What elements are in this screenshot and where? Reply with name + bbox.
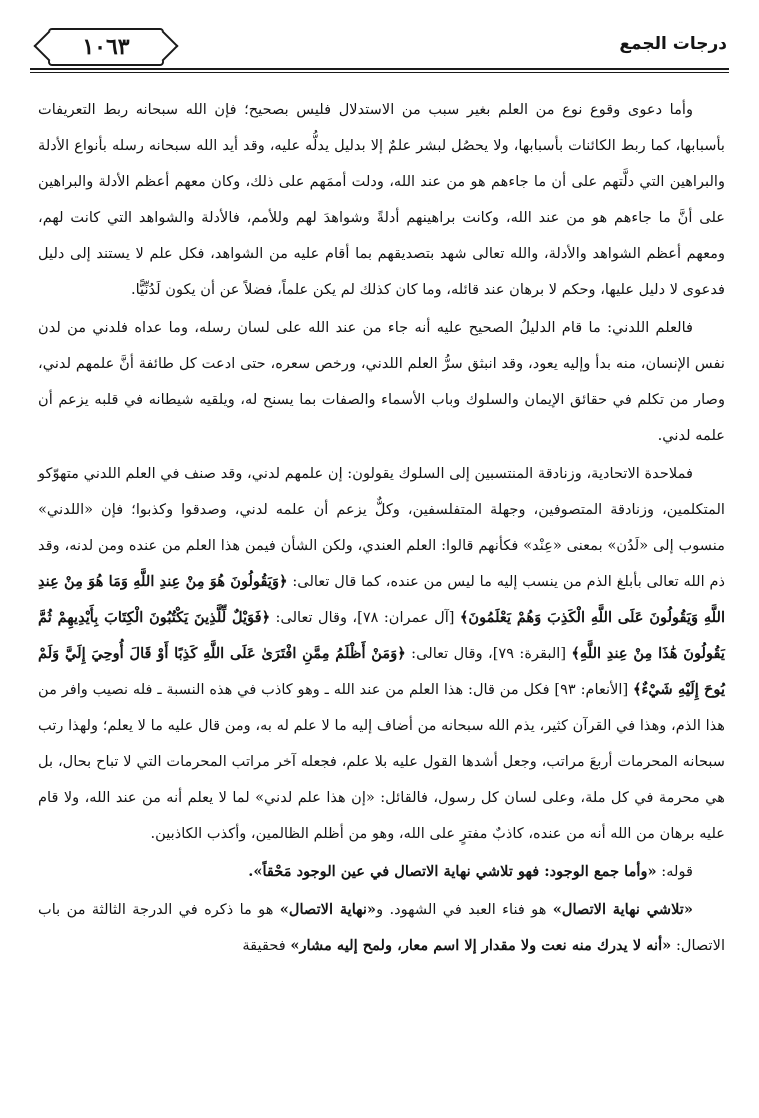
page-number: ١٠٦٣ bbox=[82, 34, 130, 60]
paragraph-5 bbox=[38, 892, 725, 964]
quran-verse-3: ﴿وَمَنْ أَظْلَمُ مِمَّنِ افْتَرَىٰ عَلَى اللَّهِ كَذِبًا أَوْ قَالَ أُوحِيَ إِلَيَّ وَلَمْ يُوحَ إِلَيْهِ شَيْءٌ﴾ bbox=[38, 645, 726, 698]
page-header bbox=[30, 22, 729, 74]
paragraph-5-text-3: فحقيقة bbox=[242, 937, 286, 954]
header-rule-thick bbox=[30, 68, 729, 70]
quran-verse-2: ﴿فَوَيْلٌ لِّلَّذِينَ يَكْتُبُونَ الْكِتَابَ بِأَيْدِيهِمْ ثُمَّ يَقُولُونَ هَٰذَا مِنْ عِندِ اللَّهِ﴾ bbox=[38, 609, 725, 662]
quote-term-2: «نهاية الاتصال» bbox=[279, 901, 377, 918]
verse-ref-2: [البقرة: ٧٩]، وقال تعالى: bbox=[411, 645, 567, 662]
running-title: درجات الجمع bbox=[619, 34, 727, 54]
page-number-frame bbox=[48, 28, 164, 66]
paragraph-5-text-2: هو ما ذكره في الدرجة الثالثة من باب الاتصال: bbox=[38, 901, 725, 954]
paragraph-2: فالعلم اللدني: ما قام الدليلُ الصحيح عليه أنه جاء من عند الله على لسان رسله، وما عداه فلدني من لدن نفس الإنسان، منه بدأ وإليه يعود، وقد انبثق سرُّ العلم اللدني، ورخص سعره، حتى ادعت كل طائفة أنَّ علمهم لدني، وصار من تكلم في حقائق الإيمان والسلوك وباب الأسماء والصفات بما يسنح له، ويلقيه شيطانه في قلبه يزعم أن علمه لدني. bbox=[38, 319, 725, 444]
quran-verse-1: ﴿وَيَقُولُونَ هُوَ مِنْ عِندِ اللَّهِ وَمَا هُوَ مِنْ عِندِ اللَّهِ وَيَقُولُونَ عَلَى اللَّهِ الْكَذِبَ وَهُمْ يَعْلَمُونَ﴾ bbox=[38, 573, 726, 626]
paragraph-3 bbox=[38, 456, 725, 852]
author-quote: «وأما جمع الوجود: فهو تلاشي نهاية الاتصال في عين الوجود مَحْقاً». bbox=[248, 863, 657, 880]
verse-ref-1: [آل عمران: ٧٨]، وقال تعالى: bbox=[275, 609, 455, 626]
header-rule-thin bbox=[30, 72, 729, 73]
quote-term-1: «تلاشي نهاية الاتصال» bbox=[552, 901, 693, 918]
paragraph-1: وأما دعوى وقوع نوع من العلم بغير سبب من الاستدلال فليس بصحيح؛ فإن الله سبحانه ربط التعريفات بأسبابها، كما ربط الكائنات بأسبابها، ولا يحصُل لبشر علمٌ إلا بدليل يدلُّه عليه، وقد أيد الله سبحانه رسله بأنواع الأدلة والبراهين التي دلَّتهم على أن ما جاءهم هو من عند الله، ودلت أممَهم على ذلك، وكان معهم أعظم الأدلة والبراهين على أنَّ ما جاءهم هو من عند الله، وكانت براهينهم أدلةً وشواهدَ لهم وللأمم، فالأدلة والشواهد التي كانت لهم، ومعهم أعظم الشواهد والأدلة، والله تعالى شهد بتصديقهم بما أقام عليه من الشواهد، فكل علم لا يستند إلى دليل فدعوى لا دليل عليها، وحكم لا برهان عند قائله، وما كان كذلك لم يكن علماً، فضلاً عن أن يكون لَدُنِّيًّا. bbox=[38, 101, 725, 298]
paragraph-4 bbox=[38, 854, 725, 890]
quote-term-3: «أنه لا يدرك منه نعت ولا مقدار إلا اسم معار، ولمح إليه مشار» bbox=[290, 937, 672, 954]
paragraph-3-text-b: [الأنعام: ٩٣] فكل من قال: هذا العلم من عند الله ـ وهو كاذب في هذه النسبة ـ فله نصيب وافر من هذا الذم، وهذا في القرآن كثير، يذم الله سبحانه من أضاف إليه ما لا علم له به، ومن قال عليه ما لا يعلم؛ ولهذا رتب سبحانه المحرمات أربعَ مراتب، وجعل أشدها القول عليه بلا علم، فجعله آخر مراتب المحرمات التي لا تباح بحال، بل هي محرمة في كل ملة، وعلى لسان كل رسول، فالقائل: «إن هذا علم لدني» لما لا يعلم أنه من عند الله، ولا قام عليه برهان من الله أنه من عنده، كاذبٌ مفترٍ على الله، وهو من أظلم الظالمين، وأكذب الكاذبين. bbox=[38, 681, 725, 842]
paragraph-5-text-1: هو فناء العبد في الشهود. و bbox=[376, 901, 547, 918]
paragraph-4-lead: قوله: bbox=[661, 863, 693, 880]
paragraph-3-text-a: فملاحدة الاتحادية، وزنادقة المنتسبين إلى السلوك يقولون: إن علمهم لدني، وقد صنف في العلم اللدني متهوّكو المتكلمين، وزنادقة المتصوفين، وجهلة المتفلسفين، وكلٌّ يزعم أن علمه لدني، وصدقوا وكذبوا؛ فإن «اللدني» منسوب إلى «لَدُن» بمعنى «عِنْد» فكأنهم قالوا: العلم العندي، ولكن الشأن فيمن هذا العلم من عنده ومن لدنه، وقد ذم الله تعالى بأبلغ الذم من ينسب إليه ما ليس من عنده، كما قال تعالى: bbox=[38, 465, 726, 590]
page-body bbox=[38, 92, 725, 966]
